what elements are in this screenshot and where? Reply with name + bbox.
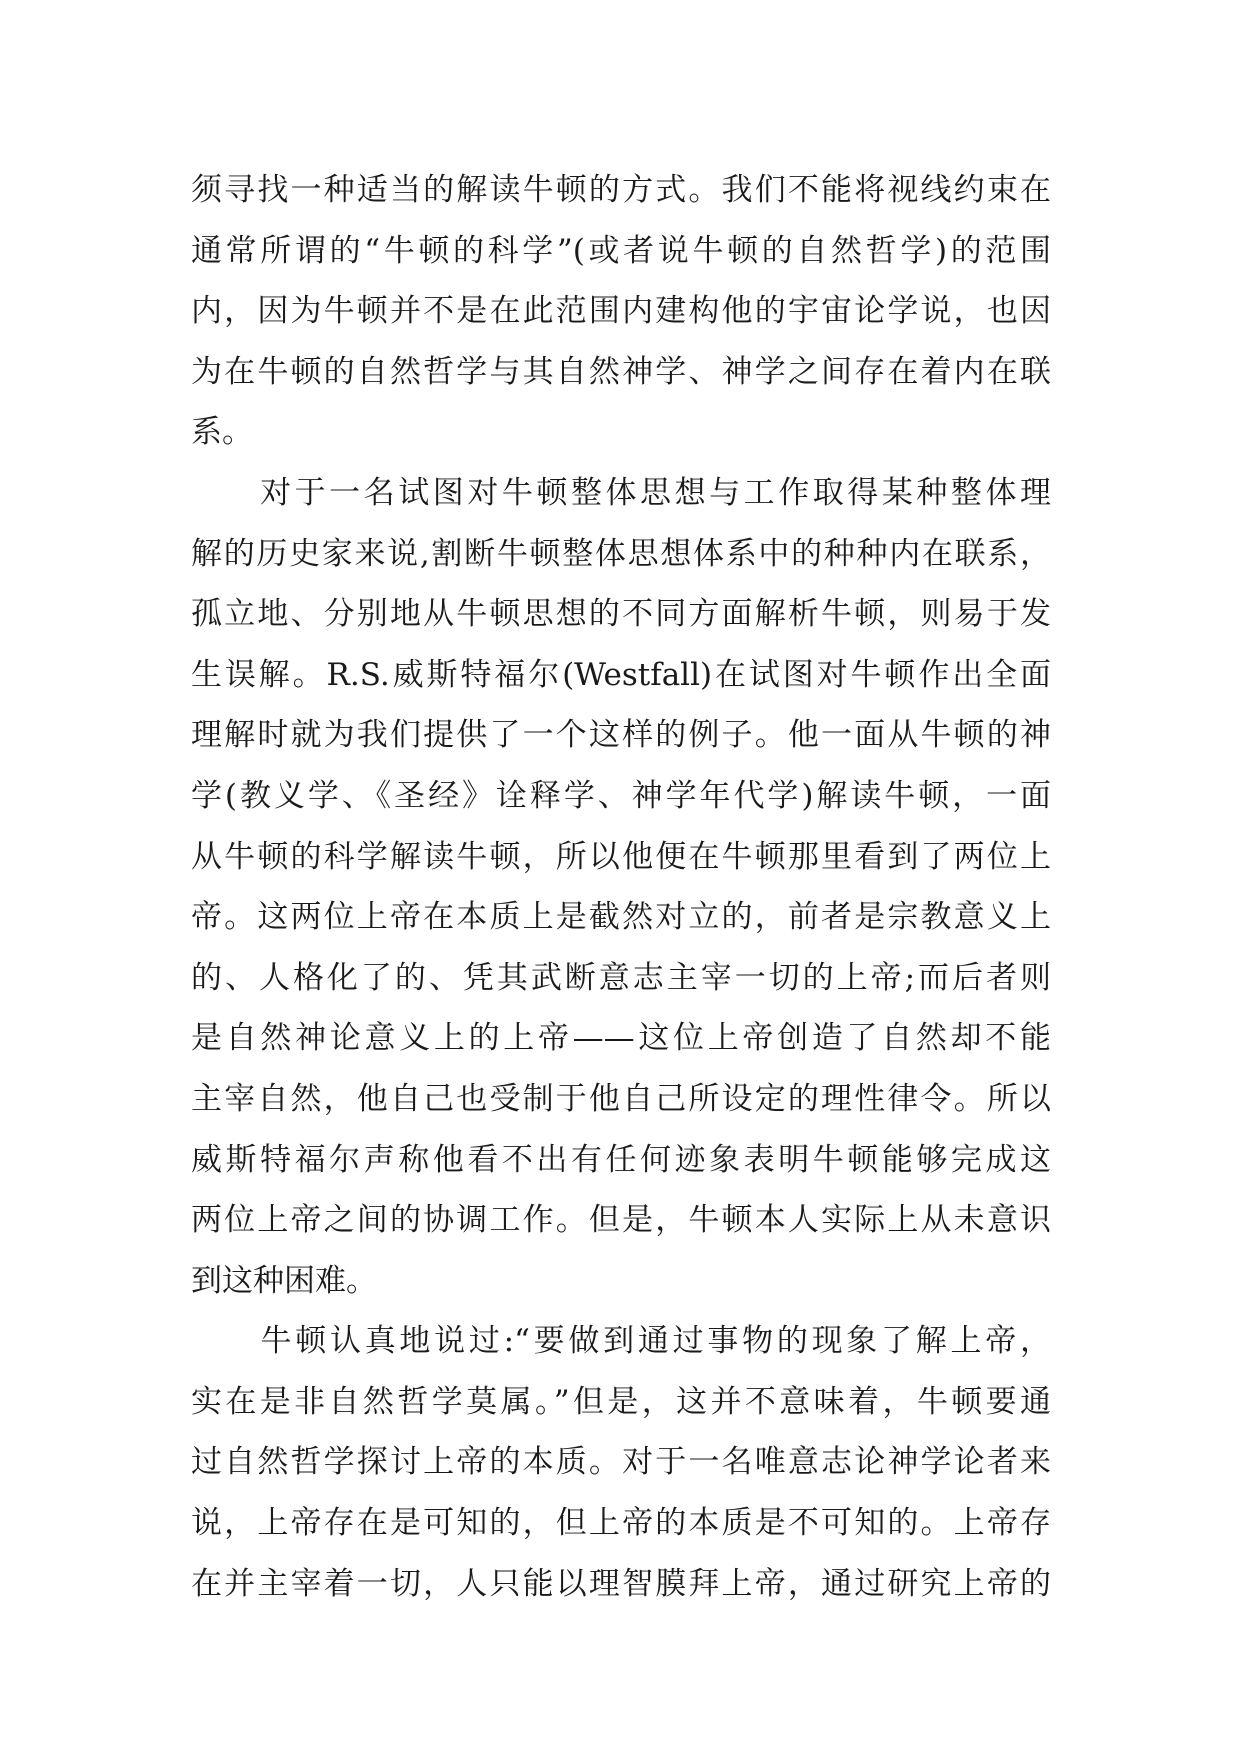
text-line: 解的历史家来说,割断牛顿整体思想体系中的种种内在联系， [191, 535, 1051, 572]
text-line: 到这种困难。 [191, 1262, 377, 1299]
text-line: 理解时就为我们提供了一个这样的例子。他一面从牛顿的神 [191, 717, 1051, 754]
text-line: 实在是非自然哲学莫属。”但是，这并不意味着，牛顿要通 [191, 1383, 1051, 1420]
text-line: 牛顿认真地说过:“要做到通过事物的现象了解上帝， [191, 1323, 1051, 1360]
text-line: 是自然神论意义上的上帝——这位上帝创造了自然却不能 [191, 1020, 1051, 1057]
text-line: 生误解。R.S.威斯特福尔(Westfall)在试图对牛顿作出全面 [191, 656, 1051, 693]
body-text [191, 160, 1051, 1614]
text-line: 过自然哲学探讨上帝的本质。对于一名唯意志论神学论者来 [191, 1444, 1051, 1481]
text-line: 从牛顿的科学解读牛顿，所以他便在牛顿那里看到了两位上 [191, 838, 1051, 875]
text-line: 系。 [191, 414, 253, 451]
text-line: 须寻找一种适当的解读牛顿的方式。我们不能将视线约束在 [191, 172, 1051, 208]
text-line: 对于一名试图对牛顿整体思想与工作取得某种整体理 [191, 474, 1051, 511]
text-line: 在并主宰着一切，人只能以理智膜拜上帝，通过研究上帝的 [191, 1565, 1051, 1602]
text-line: 学(教义学、《圣经》诠释学、神学年代学)解读牛顿，一面 [191, 777, 1051, 814]
text-line: 内，因为牛顿并不是在此范围内建构他的宇宙论学说，也因 [191, 293, 1051, 330]
text-line: 为在牛顿的自然哲学与其自然神学、神学之间存在着内在联 [191, 353, 1051, 390]
text-line: 帝。这两位上帝在本质上是截然对立的，前者是宗教意义上 [191, 899, 1051, 936]
text-line: 的、人格化了的、凭其武断意志主宰一切的上帝;而后者则 [191, 959, 1051, 996]
text-line: 通常所谓的“牛顿的科学”(或者说牛顿的自然哲学)的范围 [191, 232, 1051, 269]
text-line: 说，上帝存在是可知的，但上帝的本质是不可知的。上帝存 [191, 1505, 1051, 1542]
text-line: 威斯特福尔声称他看不出有任何迹象表明牛顿能够完成这 [191, 1141, 1051, 1178]
text-line: 孤立地、分别地从牛顿思想的不同方面解析牛顿，则易于发 [191, 596, 1051, 633]
text-line: 主宰自然，他自己也受制于他自己所设定的理性律令。所以 [191, 1080, 1051, 1117]
text-line: 两位上帝之间的协调工作。但是，牛顿本人实际上从未意识 [191, 1202, 1051, 1239]
